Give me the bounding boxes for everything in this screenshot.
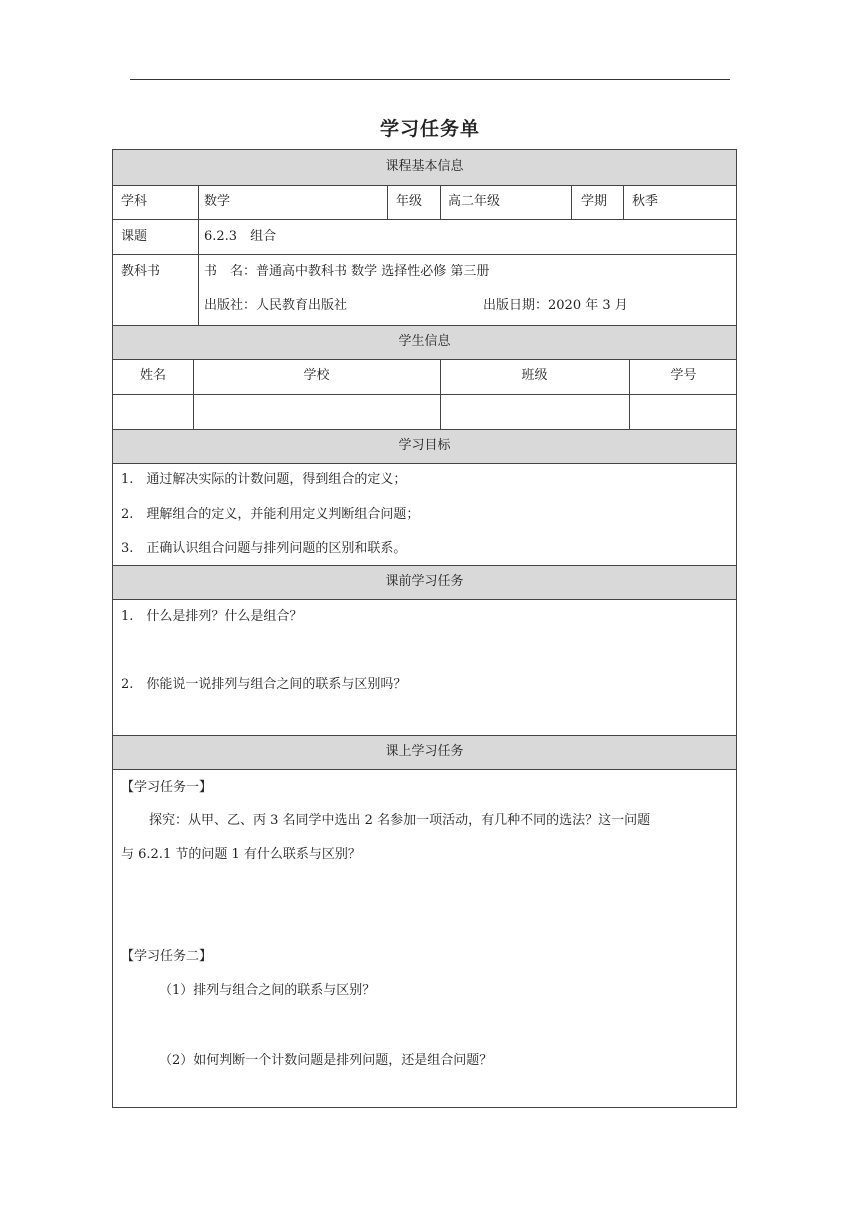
book-name: 书 名：普通高中教科书 数学 选择性必修 第三册 [204,264,490,279]
pre-class-header: 课前学习任务 [385,574,464,589]
column-divider [198,185,199,325]
column-divider [387,185,388,219]
objective-item: 3. 正确认识组合问题与排列问题的区别和联系。 [121,541,407,556]
publisher: 出版社：人民教育出版社 [204,298,348,313]
row-divider [113,565,736,566]
col-student-id: 学号 [670,368,697,383]
term-value: 秋季 [632,194,659,209]
col-class: 班级 [521,368,548,383]
column-divider [440,185,441,219]
row-divider [113,429,736,430]
course-info-header: 课程基本信息 [385,159,464,174]
topic-label: 课题 [121,229,148,244]
objective-item: 2. 理解组合的定义，并能利用定义判断组合问题； [121,507,420,522]
task-one-line-2: 与 6.2.1 节的问题 1 有什么联系与区别？ [121,847,361,862]
publication-date: 出版日期：2020 年 3 月 [483,298,628,313]
row-divider [113,185,736,186]
task-one-title: 【学习任务一】 [121,780,213,795]
row-divider [113,359,736,360]
task-two-question-2: （2）如何判断一个计数问题是排列问题，还是组合问题？ [159,1053,493,1068]
row-divider [113,254,736,255]
term-label: 学期 [581,194,608,209]
task-two-question-1: （1）排列与组合之间的联系与区别？ [159,983,376,998]
textbook-label: 教科书 [121,264,161,279]
row-divider [113,463,736,464]
objectives-header: 学习目标 [398,438,451,453]
task-two-title: 【学习任务二】 [121,949,213,964]
column-divider [623,185,624,219]
row-divider [113,769,736,770]
topic-value: 6.2.3 组合 [204,229,277,244]
row-divider [113,219,736,220]
subject-label: 学科 [121,194,148,209]
row-divider [113,325,736,326]
pre-class-item: 1. 什么是排列？什么是组合？ [121,609,303,624]
student-info-header: 学生信息 [398,334,451,349]
page-title: 学习任务单 [379,118,480,140]
objective-item: 1. 通过解决实际的计数问题，得到组合的定义； [121,472,407,487]
row-divider [113,394,736,395]
task-sheet-table [112,149,737,1108]
header-rule [130,79,730,80]
subject-value: 数学 [204,194,231,209]
row-divider [113,735,736,736]
col-school: 学校 [303,368,330,383]
task-one-line-1: 探究：从甲、乙、丙 3 名同学中选出 2 名参加一项活动，有几种不同的选法？这一问题 [149,813,651,828]
column-divider [571,185,572,219]
in-class-header: 课上学习任务 [385,744,464,759]
grade-value: 高二年级 [448,194,501,209]
col-name: 姓名 [139,368,166,383]
grade-label: 年级 [396,194,423,209]
pre-class-item: 2. 你能说一说排列与组合之间的联系与区别吗？ [121,677,407,692]
row-divider [113,599,736,600]
